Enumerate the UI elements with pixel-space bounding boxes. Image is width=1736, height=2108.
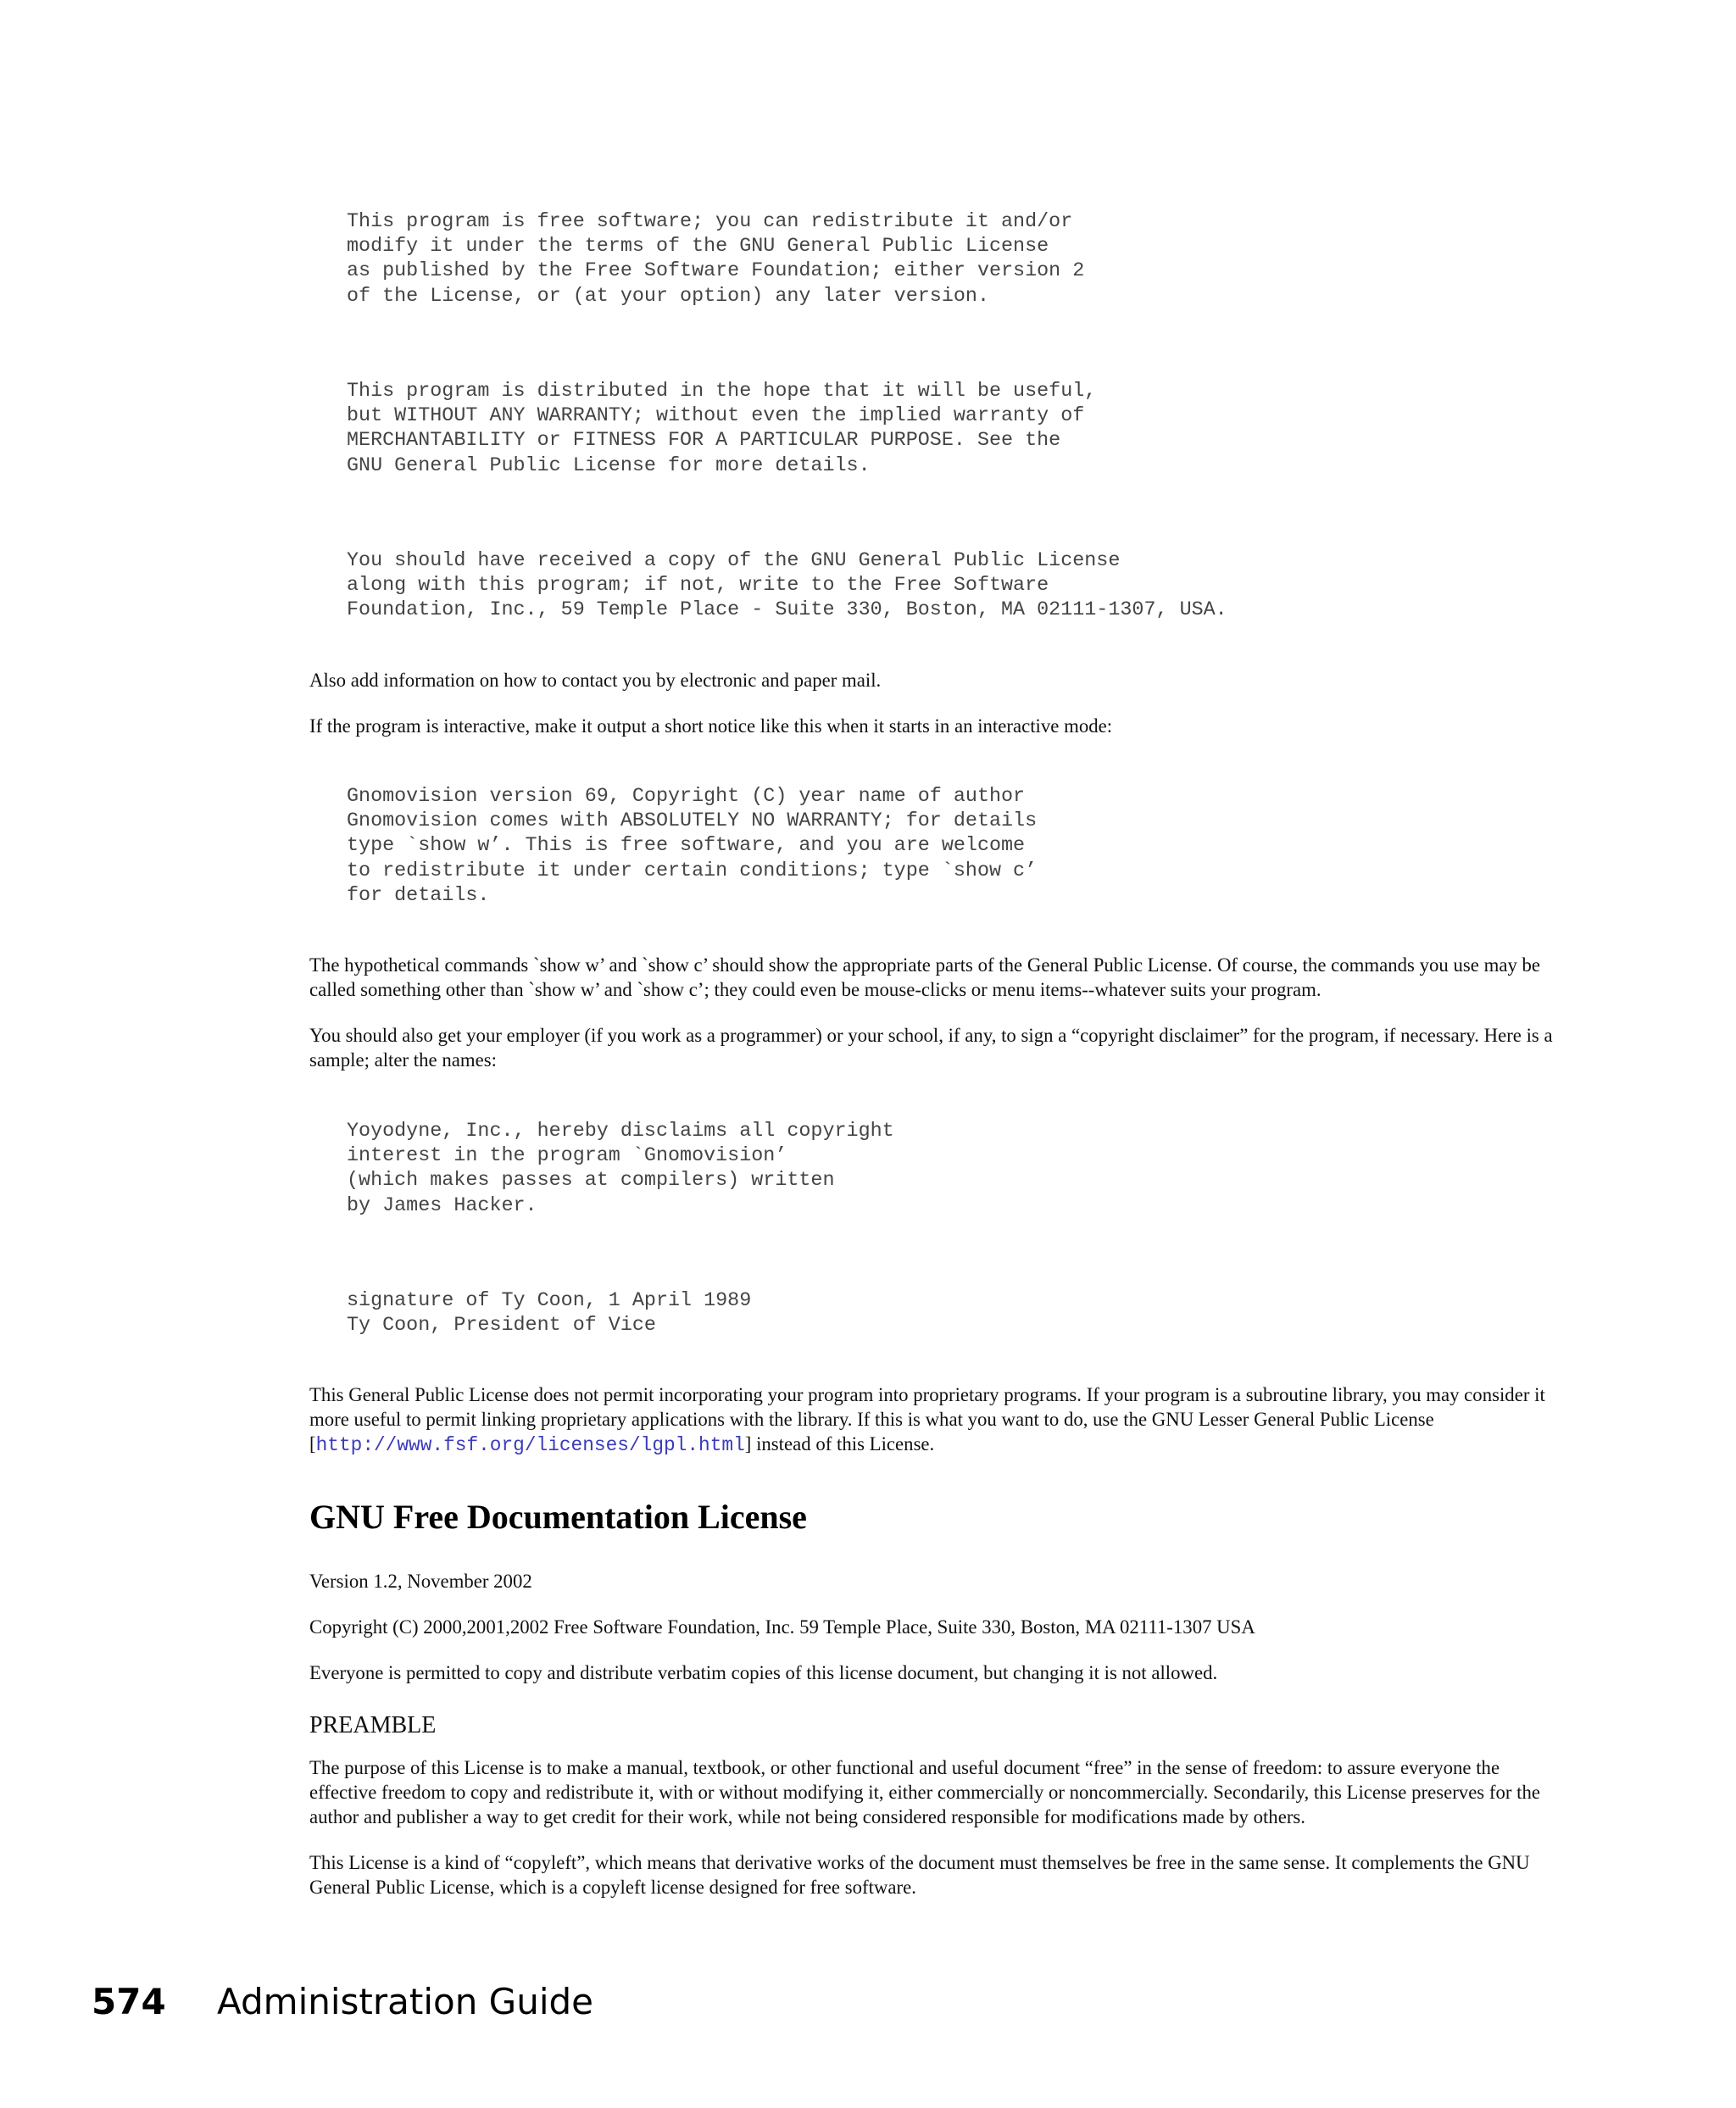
paragraph-hypothetical-commands: The hypothetical commands `show w’ and `show c’ should show the appropriate parts of the General Public License. Of course, the commands you use may be called something other than `show w’ and `show c’; they could even be mouse-clicks or menu items--whatever suits your program. [309,954,1541,1001]
code-block-interactive-notice: Gnomovision version 69, Copyright (C) year name of author Gnomovision comes with ABSOLUTELY NO WARRANTY; for details type `show w’. This is free software, and you are welcome to redistribute it under certain conditions; type `show c’ for details. [347,786,1038,907]
code-block-disclaimer-sample: Yoyodyne, Inc., hereby disclaims all copyright interest in the program `Gnomovision’ (which makes passes at compilers) written by James Hacker. [347,1121,894,1217]
paragraph-purpose: The purpose of this License is to make a manual, textbook, or other functional and useful document “free” in the sense of freedom: to assure everyone the effective freedom to copy and redistribute it, with or without modifying it, either commercially or noncommercially. Secondarily, this License preserves for the author and publisher a way to get credit for their work, while not being considered responsible for modifications made by others. [309,1757,1541,1828]
paragraph-contact: Also add information on how to contact you by electronic and paper mail. [309,670,882,691]
footer-title: Administration Guide [217,1981,594,2022]
paragraph-copyright: Copyright (C) 2000,2001,2002 Free Software Foundation, Inc. 59 Temple Place, Suite 330, Boston, MA 02111-1307 USA [309,1616,1255,1638]
code-block-warranty: This program is distributed in the hope that it will be useful, but WITHOUT ANY WARRANTY; without even the implied warranty of MERCHANTABILITY or FITNESS FOR A PARTICULAR PURPOSE. See the GNU General Public License for more details. [347,381,1097,477]
paragraph-version: Version 1.2, November 2002 [309,1571,532,1592]
code-block-signature: signature of Ty Coon, 1 April 1989 Ty Coon, President of Vice [347,1290,752,1338]
page-footer [92,1980,593,2024]
paragraph-employer-disclaimer: You should also get your employer (if you work as a programmer) or your school, if any, to sign a “copyright disclaimer” for the program, if necessary. Here is a sample; alter the names: [309,1025,1553,1071]
lgpl-text-before: This General Public License does not permit incorporating your program into proprietary programs. If your program is a subroutine library, you may consider it more useful to permit linking proprietary applications with the library. If this is what you want to do, use the GNU Lesser General Public License [ [309,1384,1545,1455]
code-block-copy-notice: You should have received a copy of the GNU General Public License along with this program; if not, write to the Free Software Foundation, Inc., 59 Temple Place - Suite 330, Boston, MA 02111-1307, USA. [347,550,1227,622]
subheading-preamble: PREAMBLE [309,1712,437,1738]
paragraph-lgpl [309,1382,1557,1459]
paragraph-interactive-intro: If the program is interactive, make it output a short notice like this when it starts in an interactive mode: [309,715,1113,737]
page-number: 574 [92,1981,166,2022]
lgpl-text-after: ] instead of this License. [744,1433,935,1455]
paragraph-everyone-permitted: Everyone is permitted to copy and distribute verbatim copies of this license document, but changing it is not allowed. [309,1662,1218,1683]
code-block-license-notice: This program is free software; you can redistribute it and/or modify it under the terms of the GNU General Public License as published by the Free Software Foundation; either version 2 of the License, or (at your option) any later version. [347,211,1085,308]
section-heading-fdl: GNU Free Documentation License [309,1498,807,1536]
lgpl-link[interactable]: http://www.fsf.org/licenses/lgpl.html [315,1434,745,1457]
paragraph-copyleft: This License is a kind of “copyleft”, which means that derivative works of the document must themselves be free in the same sense. It complements the GNU General Public License, which is a copyleft license designed for free software. [309,1852,1530,1899]
